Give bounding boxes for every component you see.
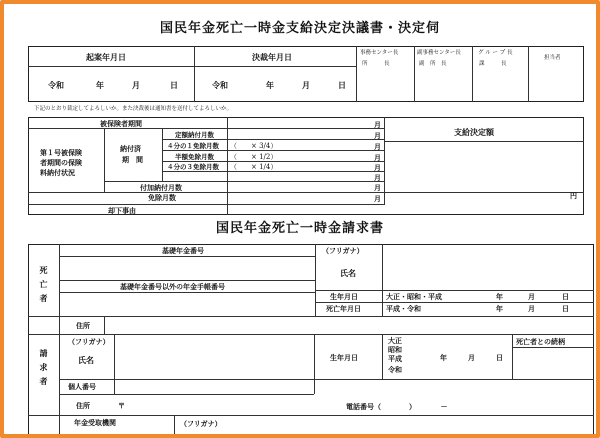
paid-period-label-1: 納付済 — [120, 144, 141, 153]
furigana-label: （フリガナ） — [322, 246, 364, 255]
role-1-line2: 所 長 — [362, 61, 390, 67]
additional-months-label: 付加納付月数 — [140, 183, 182, 192]
month-unit-5: 月 — [374, 173, 381, 182]
kian-date-label: 起案年月日 — [86, 52, 126, 62]
deceased-label: 死亡者 — [39, 266, 49, 308]
relationship-label: 死亡者との続柄 — [516, 337, 565, 346]
death-date-label: 死亡年月日 — [326, 304, 361, 313]
claimant-furigana-label: （フリガナ） — [68, 337, 110, 346]
claimant-birth-date-label: 生年月日 — [330, 353, 358, 362]
kian-month: 月 — [132, 80, 140, 90]
row-label-1: ４分の１免除月数 — [167, 142, 219, 150]
birth-eras: 大正・昭和・平成 — [386, 292, 442, 301]
claimant-address-label: 住所 — [76, 401, 90, 410]
claimant-era-0: 大正 — [388, 336, 402, 345]
role-2-line1: 副事務センター長 — [417, 50, 461, 56]
kettei-year: 年 — [266, 80, 274, 90]
postal-mark: 〒 — [118, 401, 125, 410]
claimant-month: 月 — [468, 353, 475, 362]
deceased-address-label: 住所 — [76, 321, 90, 330]
decision-title: 国民年金死亡一時金支給決定決議書・決定伺 — [159, 21, 440, 36]
claimant-day: 日 — [496, 353, 503, 362]
status-label-2: 者期間の保険 — [40, 158, 82, 167]
kian-year: 年 — [96, 80, 104, 90]
claimant-label: 請求者 — [39, 349, 49, 391]
phone-label: 電話番号（ ） － — [346, 402, 448, 411]
month-unit-3: 月 — [374, 153, 381, 162]
kian-day: 日 — [170, 80, 178, 90]
rejection-reason-label: 却下事由 — [108, 206, 136, 215]
kian-reiwa: 令和 — [48, 80, 64, 90]
role-1-line1: 事務センター長 — [360, 50, 399, 56]
row-factor-1: （ × 3/4） — [230, 142, 278, 150]
month-unit-2: 月 — [374, 142, 381, 151]
insured-period-label: 被保険者期間 — [100, 119, 142, 128]
basic-pension-number-label: 基礎年金番号 — [162, 246, 204, 255]
claim-title: 国民年金死亡一時金請求書 — [215, 221, 384, 236]
claim-table — [28, 244, 594, 438]
claimant-year: 年 — [440, 353, 447, 362]
month-unit-1: 月 — [374, 131, 381, 140]
decision-note: 下記のとおり裁定してよろしいか。また決裁後は通知書を送付してよろしいか。 — [34, 106, 233, 112]
yen-unit: 円 — [570, 191, 577, 200]
row-factor-2: （ × 1/2） — [230, 153, 278, 161]
claimant-name-label: 氏名 — [78, 355, 94, 365]
kettei-month: 月 — [302, 80, 310, 90]
role-3-line1: グ ル ー プ 長 — [478, 50, 513, 56]
month-unit-0: 月 — [374, 120, 381, 129]
death-day: 日 — [562, 304, 569, 313]
personal-number-label: 個人番号 — [68, 382, 96, 391]
name-label: 氏名 — [340, 268, 356, 278]
birth-day: 日 — [562, 292, 569, 301]
row-label-0: 定額納付月数 — [175, 131, 214, 139]
role-3-line2: 課 長 — [479, 61, 507, 67]
row-label-2: 半額免除月数 — [175, 153, 214, 161]
paid-period-label-2: 期 間 — [122, 155, 143, 164]
role-2-line2: 副 所 長 — [419, 61, 447, 67]
claimant-era-3: 令和 — [388, 365, 402, 374]
kettei-reiwa: 令和 — [212, 80, 228, 90]
death-eras: 平成・令和 — [386, 304, 421, 313]
birth-year: 年 — [496, 292, 503, 301]
bank-furigana-label: （フリガナ） — [180, 419, 222, 428]
month-unit-6: 月 — [374, 183, 381, 192]
status-table — [28, 117, 584, 215]
row-factor-3: （ × 1/4） — [230, 163, 278, 171]
birth-date-label: 生年月日 — [330, 292, 358, 301]
status-label-1: 第１号被保険 — [40, 148, 82, 157]
payment-header: 支給決定額 — [454, 127, 494, 137]
exempt-months-label: 免除月数 — [148, 193, 176, 202]
other-pension-number-label: 基礎年金番号以外の年金手帳番号 — [120, 282, 225, 291]
claimant-era-1: 昭和 — [388, 345, 402, 354]
month-unit-4: 月 — [374, 163, 381, 172]
status-label-3: 料納付状況 — [40, 168, 75, 177]
claimant-era-2: 平成 — [388, 354, 402, 363]
kettei-day: 日 — [338, 80, 346, 90]
bank-label: 年金受取機関 — [74, 418, 116, 427]
role-4-line1: 担当者 — [544, 55, 561, 61]
birth-month: 月 — [528, 292, 535, 301]
death-month: 月 — [528, 304, 535, 313]
kettei-date-label: 決裁年月日 — [252, 52, 292, 62]
row-label-3: ４分の３免除月数 — [167, 163, 219, 171]
death-year: 年 — [496, 304, 503, 313]
month-unit-7: 月 — [374, 194, 381, 203]
